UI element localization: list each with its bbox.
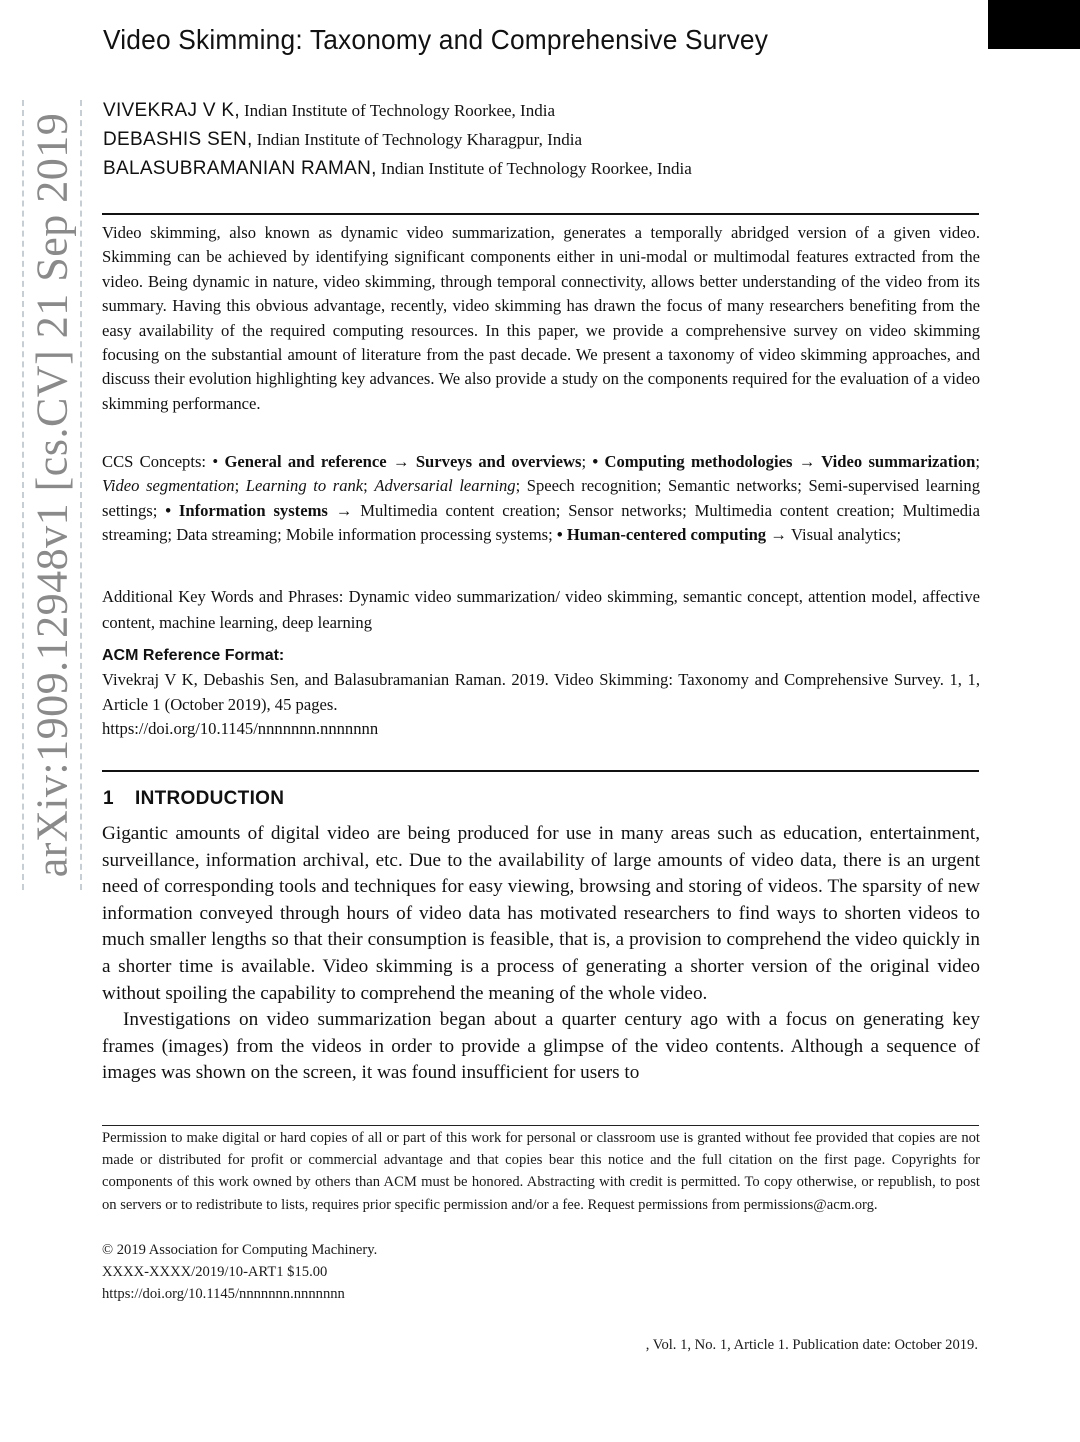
ccs-concept-fragment: Video segmentation xyxy=(102,476,235,496)
ccs-concept-fragment: Adversarial learning xyxy=(374,476,516,496)
section-number: 1 xyxy=(103,788,114,809)
additional-keywords: Additional Key Words and Phrases: Dynamic video summarization/ video skimming, semantic concept, attention model, affective content, machine learning, deep learning xyxy=(102,587,980,632)
acm-reference-format xyxy=(102,644,980,742)
ccs-label: CCS Concepts: xyxy=(102,452,213,471)
footnote-doi-link[interactable]: https://doi.org/10.1145/nnnnnnn.nnnnnnn xyxy=(102,1286,345,1303)
author-affiliation: Indian Institute of Technology Roorkee, India xyxy=(243,101,555,120)
author-list xyxy=(103,96,692,183)
paragraph: Investigations on video summarization began about a quarter century ago with a focus on generating key frames (images) from the videos in order to provide a glimpse of the video contents. Although a sequence of images was shown on the screen, it was found insufficient for users to xyxy=(102,1009,980,1084)
page-footer: , Vol. 1, No. 1, Article 1. Publication date: October 2019. xyxy=(645,1337,978,1353)
ccs-concept-fragment: ; xyxy=(234,476,246,496)
paragraph: Gigantic amounts of digital video are being produced for use in many areas such as education, entertainment, surveillance, information archival, etc. Due to the availability of large amounts of video data, there is an urgent need of corresponding tools and techniques for easy viewing, browsing and storing of videos. The sparsity of new information conveyed through hours of video data has motivated researchers to find ways to shorten videos to much smaller lengths so that their consumption is feasible, that is, a provision to comprehend the video quickly in a shorter time is available. Video skimming is a process of generating a shorter version of the original video without spoiling the capability to comprehend the meaning of the whole video. xyxy=(102,823,980,1004)
paper-title: Video Skimming: Taxonomy and Comprehensive Survey xyxy=(103,24,769,55)
ccs-concept-fragment: ; xyxy=(581,452,593,471)
author-line xyxy=(103,96,692,125)
acm-reference-doi-link[interactable]: https://doi.org/10.1145/nnnnnnn.nnnnnnn xyxy=(102,719,379,739)
author-affiliation: Indian Institute of Technology Roorkee, India xyxy=(380,159,692,178)
acm-reference-heading: ACM Reference Format: xyxy=(102,647,285,664)
acm-reference-citation: Vivekraj V K, Debashis Sen, and Balasubramanian Raman. 2019. Video Skimming: Taxonomy and Comprehensive Survey. 1, 1, Article 1 (October 2019), 45 pages. xyxy=(102,670,980,714)
ccs-concepts xyxy=(102,450,980,548)
ccs-concept-fragment: • xyxy=(212,452,225,471)
author-affiliation: Indian Institute of Technology Kharagpur, India xyxy=(256,130,583,149)
section-rule xyxy=(102,770,979,772)
author-line xyxy=(103,125,692,154)
corner-black-box xyxy=(988,0,1080,49)
ccs-concept-fragment: Learning to rank xyxy=(245,476,364,496)
ccs-concept-fragment: • Computing methodologies → Video summarization xyxy=(592,452,976,471)
ccs-concept-fragment: ; xyxy=(975,452,981,471)
abstract: Video skimming, also known as dynamic video summarization, generates a temporally abridged version of a given video. Skimming can be achieved by identifying significant components either in uni-modal or multimodal features extracted from the video. Being dynamic in nature, video skimming, through temporal connectivity, allows better understanding of the video from its summary. Having this obvious advantage, recently, video skimming has drawn the focus of many researchers benefiting from the easy availability of the required computing resources. In this paper, we provide a comprehensive survey on video skimming focusing on the substantial amount of literature from the past decade. We present a taxonomy of video skimming approaches, and discuss their evolution highlighting key advances. We also provide a study on the components required for the evaluation of a video skimming performance. xyxy=(102,223,980,413)
ccs-concept-fragment: • Human-centered computing → xyxy=(556,525,791,545)
author-line xyxy=(103,154,692,183)
author-name: DEBASHIS SEN, xyxy=(103,129,253,150)
ccs-concept-fragment: General and reference → Surveys and overviews xyxy=(224,452,582,471)
introduction-body xyxy=(102,821,980,1087)
isbn-line: XXXX-XXXX/2019/10-ART1 $15.00 xyxy=(102,1264,328,1281)
footnote-meta xyxy=(102,1239,377,1306)
copyright-line: © 2019 Association for Computing Machinery. xyxy=(102,1242,378,1258)
ccs-concept-fragment: Multimedia content creation; Sensor networks; Multimedia content creation; Multimedia streaming; Data streaming; Mobile information processing systems; xyxy=(102,500,980,545)
author-name: BALASUBRAMANIAN RAMAN, xyxy=(103,158,377,179)
ccs-concept-fragment: ; xyxy=(363,476,375,496)
permission-footnote: Permission to make digital or hard copies of all or part of this work for personal or classroom use is granted without fee provided that copies are not made or distributed for profit or commercial advantage and that copies bear this notice and the full citation on the first page. Copyrights for components of this work owned by others than ACM must be honored. Abstracting with credit is permitted. To copy otherwise, or republish, to post on servers or to redistribute to lists, requires prior specific permission and/or a fee. Request permissions from permissions@acm.org. xyxy=(102,1130,980,1213)
arxiv-stamp-text: arXiv:1909.12948v1 [cs.CV] 21 Sep 2019 xyxy=(27,112,77,878)
ccs-concept-fragment: Visual analytics; xyxy=(791,525,902,545)
arxiv-stamp xyxy=(22,100,82,890)
section-heading xyxy=(103,788,284,810)
ccs-concept-fragment: ; Speech recognition; Semantic networks; Semi-supervised learning settings; xyxy=(102,476,981,520)
author-name: VIVEKRAJ V K, xyxy=(103,100,240,121)
header-rule xyxy=(102,213,979,215)
footnote-rule xyxy=(102,1125,979,1126)
ccs-concept-list xyxy=(102,452,980,544)
section-title: INTRODUCTION xyxy=(135,788,285,809)
ccs-concept-fragment: • Information systems → xyxy=(165,500,361,520)
